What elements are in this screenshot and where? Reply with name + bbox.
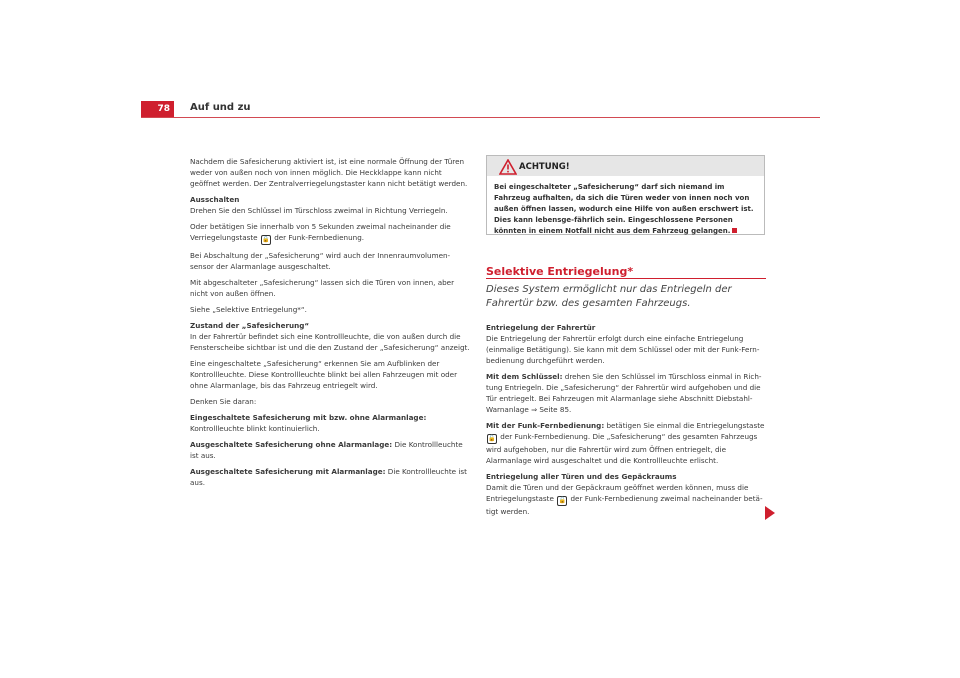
- lead-label: Mit der Funk-Fernbedienung:: [486, 421, 605, 430]
- paragraph: Eine eingeschaltete „Safesicherung“ erkennen Sie am Aufblinken der Kontrollleuchte. Diese Kontrollleuchte blinkt bei allen Fahrzeugen mit oder ohne Alarmanlage, bis das Fahrzeug entriegelt wird.: [190, 359, 458, 390]
- warning-triangle-icon: [499, 159, 517, 175]
- paragraph: Mit abgeschalteter „Safesicherung“ lassen sich die Türen von innen, aber nicht von außen öffnen.: [190, 278, 455, 298]
- paragraph: Oder betätigen Sie innerhalb von 5 Sekunden zweimal nacheinander die Verriegelungstaste: [190, 222, 451, 242]
- key-unlock-icon: 🔓: [488, 435, 496, 442]
- page-number: 78: [141, 101, 174, 117]
- right-column: [486, 322, 766, 522]
- key-lock-icon: 🔒: [262, 236, 270, 243]
- end-marker-icon: [732, 228, 737, 233]
- section-divider: [486, 278, 766, 279]
- section-title: Selektive Entriegelung*: [486, 265, 634, 278]
- paragraph: der Funk-Fernbedienung.: [274, 233, 365, 242]
- paragraph: Siehe „Selektive Entriegelung*“.: [190, 305, 307, 314]
- status-label: Eingeschaltete Safesicherung mit bzw. ohne Alarmanlage:: [190, 413, 427, 422]
- section-intro: Dieses System ermöglicht nur das Entriegeln der Fahrertür bzw. des gesamten Fahrzeugs.: [486, 284, 732, 309]
- status-text: Die Kontrollleuchte ist aus.: [190, 467, 467, 487]
- status-label: Ausgeschaltete Safesicherung mit Alarmanlage:: [190, 467, 386, 476]
- status-text: Kontrollleuchte blinkt kontinuierlich.: [190, 424, 320, 433]
- paragraph: Denken Sie daran:: [190, 397, 257, 406]
- warning-box: [486, 155, 765, 235]
- status-label: Ausgeschaltete Safesicherung ohne Alarmanlage:: [190, 440, 393, 449]
- paragraph: betätigen Sie einmal die Entriegelungstaste: [606, 421, 765, 430]
- paragraph: Nachdem die Safesicherung aktiviert ist, ist eine normale Öffnung der Türen weder von außen noch von innen möglich. Die Heckklappe kann nicht geöffnet werden. Der Zentralverriegelungstaster kann nicht betätigt werden.: [190, 157, 468, 188]
- warning-text: Bei eingeschalteter „Safesicherung“ darf sich niemand im Fahrzeug aufhalten, da sich die Türen weder von innen noch von außen öffnen lassen, wodurch eine Hilfe von außen erschwert ist. Dies kann lebensge-fährlich sein. Eingeschlossene Personen könnten in einem Notfall nicht aus dem Fahrzeug gelangen.: [494, 183, 754, 235]
- next-page-arrow-icon[interactable]: [765, 506, 775, 520]
- paragraph: der Funk-Fernbedienung. Die „Safesicherung“ des gesamten Fahrzeugs wird aufgehoben, nur die Fahrertür wird zum Öffnen entriegelt, die Alarmanlage wird ausgeschaltet und die Kontrollleuchte erlischt.: [486, 432, 758, 465]
- header-divider: [141, 117, 820, 118]
- paragraph: In der Fahrertür befindet sich eine Kontrollleuchte, die von außen durch die Fensterscheibe sichtbar ist und die den Zustand der „Safesicherung“ anzeigt.: [190, 332, 470, 352]
- paragraph: drehen Sie den Schlüssel im Türschloss einmal in Rich-tung Entriegeln. Die „Safesicherung“ der Fahrertür wird aufgehoben und die Tür entriegelt. Bei Fahrzeugen mit Alarmanlage siehe Abschnitt Diebstahl-Warnanlage ⇒ Seite 85.: [486, 372, 762, 414]
- paragraph: Damit die Türen und der Gepäckraum geöffnet werden können, muss die Entriegelungstaste: [486, 483, 749, 503]
- key-unlock-icon: 🔓: [558, 497, 566, 504]
- page-header-title: Auf und zu: [190, 102, 251, 113]
- paragraph: Bei Abschaltung der „Safesicherung“ wird auch der Innenraumvolumen-sensor der Alarmanlage ausgeschaltet.: [190, 251, 451, 271]
- warning-text-block: [494, 182, 760, 237]
- status-text: Die Kontrollleuchte ist aus.: [190, 440, 463, 460]
- subheading: Entriegelung aller Türen und des Gepäckraums: [486, 472, 677, 481]
- paragraph: der Funk-Fernbedienung zweimal nacheinander betä-tigt werden.: [486, 494, 763, 516]
- heading-ausschalten: Ausschalten: [190, 195, 240, 204]
- left-column: [190, 156, 470, 493]
- paragraph: Die Entriegelung der Fahrertür erfolgt durch eine einfache Entriegelung (einmalige Betätigung). Sie kann mit dem Schlüssel oder mit der Funk-Fern-bedienung durchgeführt werden.: [486, 334, 760, 365]
- subheading: Entriegelung der Fahrertür: [486, 323, 596, 332]
- lead-label: Mit dem Schlüssel:: [486, 372, 563, 381]
- warning-title: ACHTUNG!: [519, 162, 570, 172]
- heading-zustand: Zustand der „Safesicherung“: [190, 321, 310, 330]
- paragraph: Drehen Sie den Schlüssel im Türschloss zweimal in Richtung Verriegeln.: [190, 206, 448, 215]
